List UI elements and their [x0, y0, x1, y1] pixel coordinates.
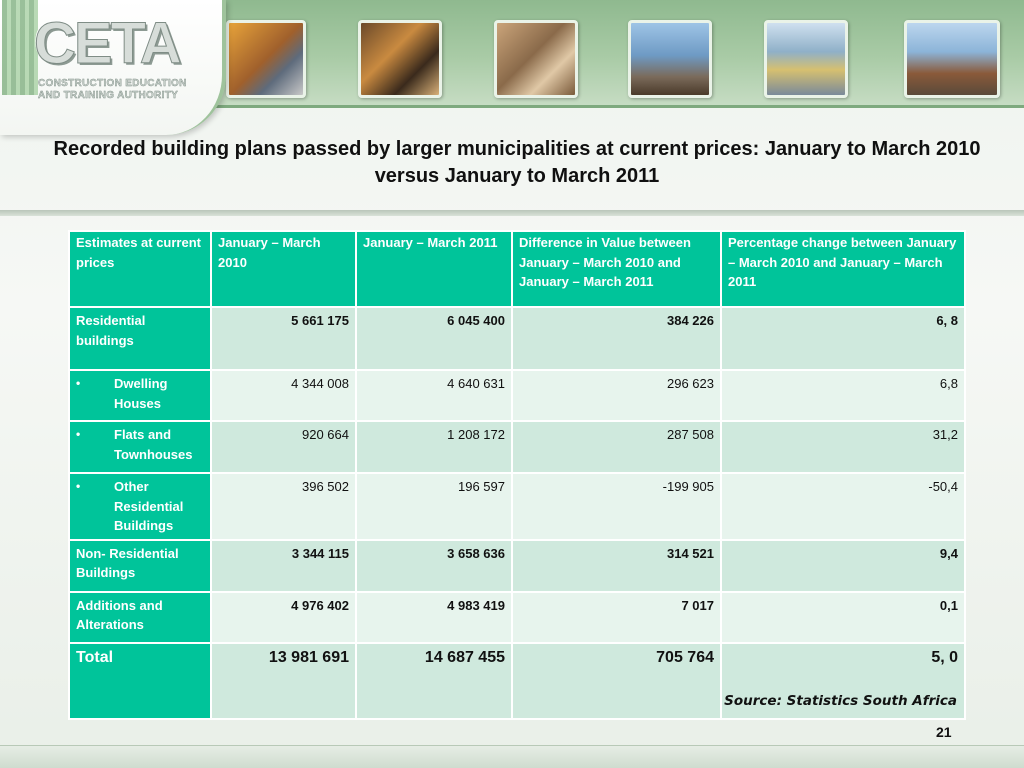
bullet-icon: • [76, 376, 81, 390]
header-photo-engineers [764, 20, 848, 98]
row-label: Other Residential Buildings [114, 479, 184, 533]
logo-subtitle-line1: CONSTRUCTION EDUCATION [38, 78, 187, 89]
table-header-row [69, 231, 965, 307]
value-difference: 314 521 [512, 540, 721, 592]
value-2010: 4 976 402 [211, 592, 356, 643]
page-number: 21 [936, 724, 952, 740]
bullet-icon: • [76, 479, 81, 493]
logo-subtitle [38, 78, 218, 102]
value-2010: 5 661 175 [211, 307, 356, 370]
value-percentage: 0,1 [721, 592, 965, 643]
value-percentage: 6, 8 [721, 307, 965, 370]
value-difference: -199 905 [512, 473, 721, 540]
table-row [69, 421, 965, 473]
bullet-icon: • [76, 427, 81, 441]
header-photo-scaffolding [904, 20, 1000, 98]
header-photo-hardhat [226, 20, 306, 98]
pillar-icon [2, 0, 38, 95]
footer-band [0, 745, 1024, 768]
ceta-logo [0, 0, 226, 135]
table-row [69, 473, 965, 540]
row-label-cell [69, 370, 211, 421]
header-photo-crane [628, 20, 712, 98]
value-difference: 705 764 [512, 643, 721, 719]
row-label: Residential buildings [69, 307, 211, 370]
building-plans-table [68, 230, 966, 720]
row-label-cell [69, 473, 211, 540]
value-2011: 14 687 455 [356, 643, 512, 719]
value-2011: 4 640 631 [356, 370, 512, 421]
header-photo-tools [494, 20, 578, 98]
logo-subtitle-line2: AND TRAINING AUTHORITY [38, 90, 179, 101]
header-jan-mar-2010: January – March 2010 [211, 231, 356, 307]
value-difference: 7 017 [512, 592, 721, 643]
value-2011: 196 597 [356, 473, 512, 540]
header-difference: Difference in Value between January – March 2010 and January – March 2011 [512, 231, 721, 307]
header-jan-mar-2011: January – March 2011 [356, 231, 512, 307]
value-2010: 3 344 115 [211, 540, 356, 592]
value-percentage: 5, 0 [931, 648, 958, 666]
source-note: Source: Statistics South Africa [724, 693, 957, 709]
header-percentage-change: Percentage change between January – March 2010 and January – March 2011 [721, 231, 965, 307]
value-2011: 4 983 419 [356, 592, 512, 643]
value-percentage: 9,4 [721, 540, 965, 592]
row-label: Flats and Townhouses [114, 427, 193, 462]
table-row [69, 370, 965, 421]
table-row [69, 592, 965, 643]
header-photo-worker [358, 20, 442, 98]
row-label: Dwelling Houses [114, 376, 168, 411]
value-2011: 6 045 400 [356, 307, 512, 370]
value-percentage-cell [721, 643, 965, 719]
table-row [69, 307, 965, 370]
row-label-cell [69, 421, 211, 473]
value-2010: 13 981 691 [211, 643, 356, 719]
value-2011: 1 208 172 [356, 421, 512, 473]
title-divider [0, 210, 1024, 216]
value-percentage: 6,8 [721, 370, 965, 421]
row-label: Additions and Alterations [69, 592, 211, 643]
table-row-total [69, 643, 965, 719]
value-2010: 396 502 [211, 473, 356, 540]
value-2010: 920 664 [211, 421, 356, 473]
value-difference: 384 226 [512, 307, 721, 370]
value-percentage: -50,4 [721, 473, 965, 540]
header-estimates: Estimates at current prices [69, 231, 211, 307]
value-percentage: 31,2 [721, 421, 965, 473]
value-2010: 4 344 008 [211, 370, 356, 421]
value-difference: 296 623 [512, 370, 721, 421]
logo-text: CETA [34, 11, 180, 76]
value-2011: 3 658 636 [356, 540, 512, 592]
row-label: Non- Residential Buildings [69, 540, 211, 592]
row-label: Total [69, 643, 211, 719]
slide-title: Recorded building plans passed by larger municipalities at current prices: January to March 2010 versus January to March 2011 [53, 138, 981, 187]
table-row [69, 540, 965, 592]
value-difference: 287 508 [512, 421, 721, 473]
